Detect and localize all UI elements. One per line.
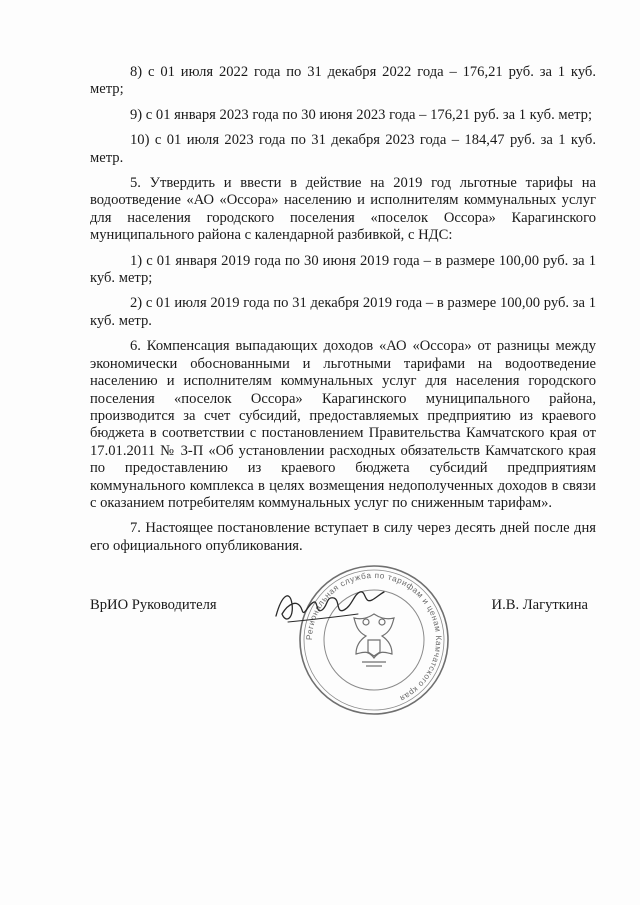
paragraph-item-5: 5. Утвердить и ввести в действие на 2019 год льготные тарифы на водоотведение «АО «Оссора» населению и исполнителям коммунальных услуг для населения городского поселения «поселок Оссора» Карагинского муниципального района с календарной разбивкой, с НДС: xyxy=(90,175,596,244)
paragraph-benefit-2: 2) с 01 июля 2019 года по 31 декабря 2019 года – в размере 100,00 руб. за 1 куб. метр. xyxy=(90,295,596,329)
signature-row xyxy=(90,591,596,615)
paragraph-benefit-1: 1) с 01 января 2019 года по 30 июня 2019 года – в размере 100,00 руб. за 1 куб. метр; xyxy=(90,252,596,287)
paragraph-tariff-10: 10) с 01 июля 2023 года по 31 декабря 2023 года – 184,47 руб. за 1 куб. метр. xyxy=(90,132,596,166)
paragraph-item-7: 7. Настоящее постановление вступает в силу через десять дней после дня его официального опубликования. xyxy=(90,520,596,554)
paragraph-tariff-9: 9) с 01 января 2023 года по 30 июня 2023 года – 176,21 руб. за 1 куб. метр; xyxy=(130,106,593,123)
paragraph-item-6: 6. Компенсация выпадающих доходов «АО «Оссора» от разницы между экономически обоснованными и льготными тарифами на водоотведение населению и исполнителям коммунальных услуг для населения городского поселения «поселок Оссора» Карагинского муниципального района, производится за счет субсидий, предоставляемых предприятию из краевого бюджета в соответствии с постановлением Правительства Камчатского края от 17.01.2011 № 3-П «Об установлении расходных обязательств Камчатского края по предоставлению из краевого бюджета субсидий предприятиям коммунального комплекса в целях возмещения недополученных доходов в связи с оказанием потребителям коммунальных услуг по сниженным тарифам». xyxy=(90,338,596,511)
document-body xyxy=(90,64,596,563)
signatory-name: И.В. Лагуткина xyxy=(491,597,588,613)
signatory-title: ВрИО Руководителя xyxy=(90,597,217,613)
paragraph-tariff-8: 8) с 01 июля 2022 года по 31 декабря 2022 года – 176,21 руб. за 1 куб. метр; xyxy=(90,64,596,98)
seal-text: Региональная служба по тарифам и ценам Камчатского края xyxy=(304,570,444,704)
